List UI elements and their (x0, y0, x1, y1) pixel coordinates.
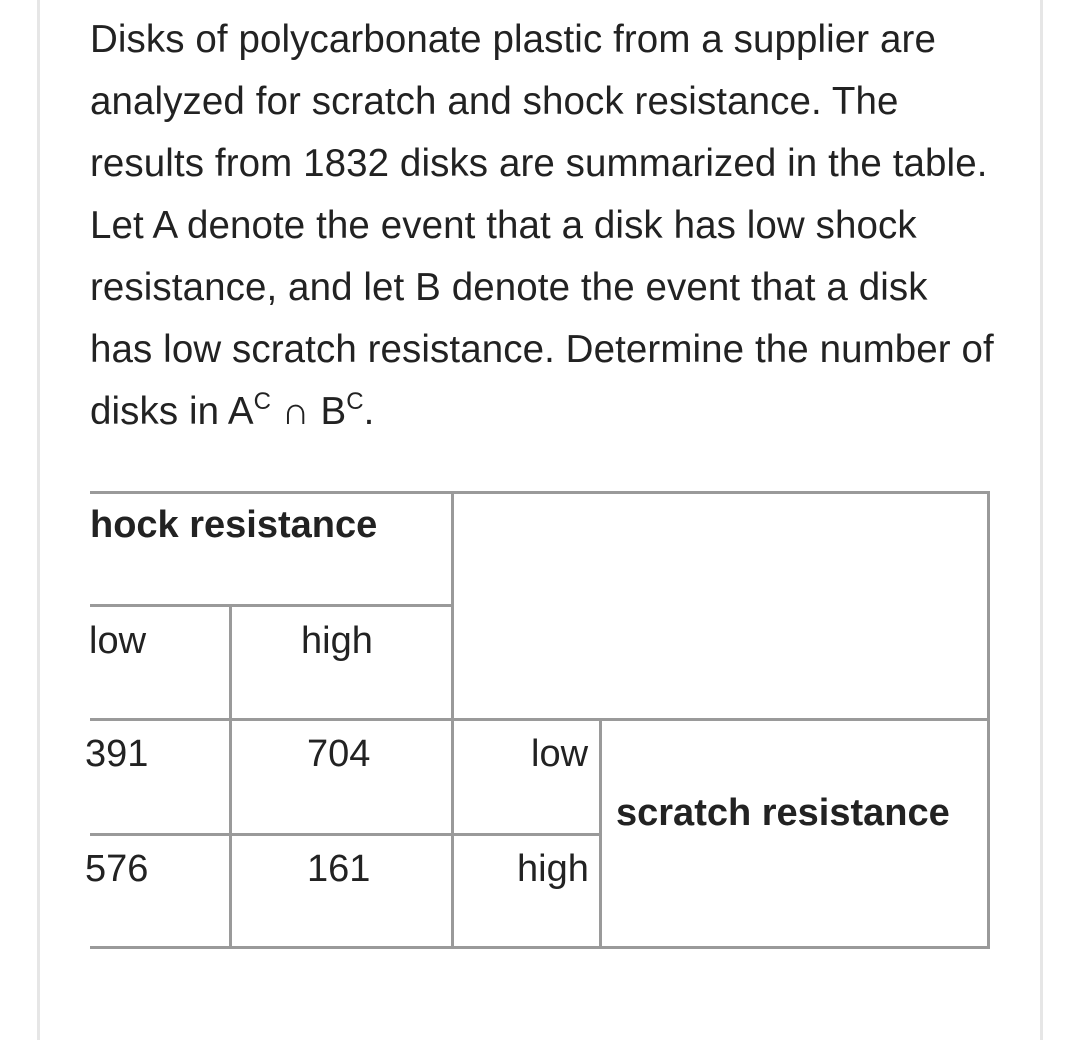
table-col-divider-2 (451, 491, 454, 949)
shock-high-header: high (301, 620, 373, 662)
row1-scratch-label: low (531, 733, 589, 775)
table-rule-header-bottom (90, 718, 990, 721)
row1-shock-low-value: 391 (85, 733, 149, 775)
table-col-divider-3 (599, 718, 602, 949)
table-col-divider-1 (229, 604, 232, 949)
table-border-top (90, 491, 990, 494)
shock-resistance-header: hock resistance (90, 504, 378, 546)
problem-end: . (363, 390, 375, 433)
row2-scratch-label: high (517, 848, 589, 890)
table-rule-row1 (90, 833, 601, 836)
complement-superscript-b: C (346, 388, 364, 415)
scratch-resistance-header: scratch resistance (616, 792, 950, 834)
table-rule-shock-header (90, 604, 453, 607)
row2-shock-low-value: 576 (85, 848, 149, 890)
intersection-b: ∩ B (271, 390, 347, 433)
row1-shock-high-value: 704 (307, 733, 371, 775)
row2-shock-high-value: 161 (307, 848, 371, 890)
table-border-right (987, 491, 990, 949)
complement-superscript-a: C (253, 388, 272, 415)
table-border-bottom (90, 946, 990, 949)
shock-low-header: low (89, 620, 147, 662)
problem-text: Disks of polycarbonate plastic from a supplier are analyzed for scratch and shock resistance. The results from 1832 disks are summarized in the table. Let A denote the event that a disk has low shock resistance, and let B denote the event that a disk has low scratch resistance. Determine the number of disks in A (90, 18, 994, 433)
